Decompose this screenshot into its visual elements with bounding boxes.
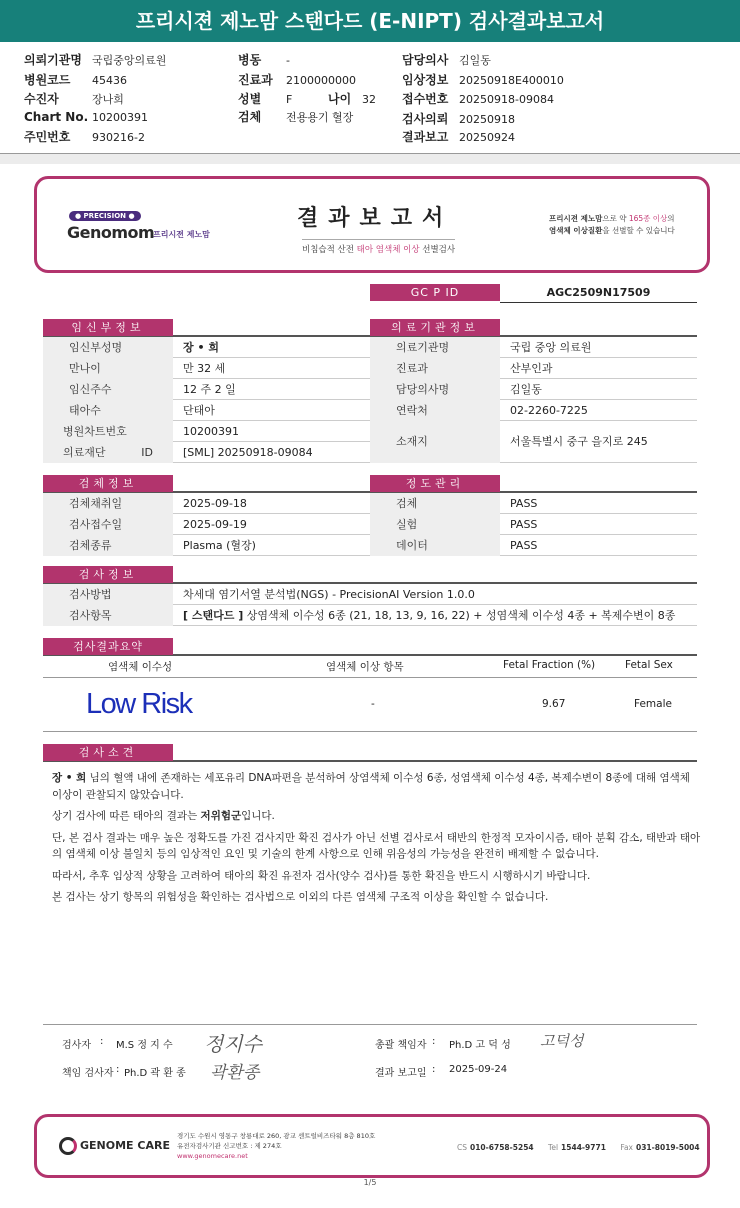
finding-p2: 상기 검사에 따른 태아의 결과는 저위험군입니다. <box>52 810 275 822</box>
row-inst-address: 소재지 서울특별시 중구 을지로 245 <box>370 421 697 463</box>
report-title: 결과보고서 <box>297 206 454 231</box>
result-fetal-sex: Female <box>634 698 672 710</box>
report-header-note: 프리시젼 제노맘으로 약 165종 이상의 염색체 이상질환을 선별할 수 있습니다 <box>549 214 675 235</box>
info-patient: 수진자 장나희 <box>24 92 124 106</box>
col-aneuploidy: 염색체 이수성 <box>108 661 173 673</box>
footer-box <box>34 1114 710 1178</box>
section-findings-header: 검사소견 <box>43 744 173 761</box>
responsible-signature: 곽환종 <box>210 1063 260 1083</box>
info-department: 진료과 2100000000 <box>238 73 356 87</box>
footer-address: 경기도 수원시 영통구 창룡대로 260, 광교 센트럴비즈타워 8층 810호 유전자검사기관 신고번호 : 제 274호 www.genomecare.net <box>177 1132 376 1160</box>
summary-header-rule <box>43 677 697 678</box>
chief-name: Ph.D 고 덕 성 <box>449 1040 511 1051</box>
genomom-logo-sub: 프리시젼 제노맘 <box>153 230 210 239</box>
row-pregnant-name: 임신부성명 장 • 희 <box>43 337 370 358</box>
responsible-name: Ph.D 곽 환 종 <box>124 1068 186 1079</box>
info-resident-no: 주민번호 930216-2 <box>24 130 145 144</box>
finding-p4: 따라서, 추후 임상적 상황을 고려하여 태아의 확진 유전자 검사(양수 검사)를 통한 확진을 반드시 시행하시기 바랍니다. <box>52 869 591 882</box>
row-receive-date: 검사접수일 2025-09-19 <box>43 514 370 535</box>
findings-text <box>52 770 702 911</box>
report-subtitle: 비침습적 산전 태아 염색체 이상 선별검사 <box>302 239 455 255</box>
signature-rule <box>43 1024 697 1025</box>
patient-info-panel <box>0 42 740 154</box>
result-fetal-fraction: 9.67 <box>542 698 566 710</box>
genomecare-logo: GENOME CARE <box>59 1137 170 1155</box>
row-inst-contact: 연락처 02-2260-7225 <box>370 400 697 421</box>
row-pregnant-age: 만나이 만 32 세 <box>43 358 370 379</box>
tester-name: M.S 정 지 수 <box>116 1040 173 1051</box>
chief-label: 총괄 책임자 <box>375 1040 427 1051</box>
row-qc-specimen: 검체 PASS <box>370 493 697 514</box>
row-qc-data: 데이터 PASS <box>370 535 697 556</box>
row-inst-dept: 진료과 산부인과 <box>370 358 697 379</box>
tester-signature: 정지수 <box>204 1032 262 1056</box>
row-pregnant-chart: 병원차트번호 10200391 <box>43 421 370 442</box>
precision-badge: ● PRECISION ● <box>69 211 141 221</box>
info-ward: 병동 - <box>238 53 290 67</box>
col-abnormal: 염색체 이상 항목 <box>326 661 404 673</box>
chief-signature: 고덕성 <box>540 1032 584 1050</box>
report-date: 2025-09-24 <box>449 1064 508 1075</box>
info-institution: 의뢰기관명 국립중앙의료원 <box>24 53 167 67</box>
row-collect-date: 검체채취일 2025-09-18 <box>43 493 370 514</box>
report-date-label: 결과 보고일 <box>375 1068 427 1079</box>
row-test-method: 검사방법 차세대 염기서열 분석법(NGS) - PrecisionAI Version 1.0.0 <box>43 584 697 605</box>
summary-bottom-rule <box>43 731 697 732</box>
finding-p1: 장 • 희 님의 혈액 내에 존재하는 세포유리 DNA파편을 분석하여 상염색체 이수성 6종, 성염색체 이수성 4종, 복제수변이 8종에 대해 염색체 이상이 관찰되지 않았습니다. <box>52 772 690 801</box>
gcpid-value: AGC2509N17509 <box>500 284 697 303</box>
info-specimen: 검체 전용용기 혈장 <box>238 110 354 124</box>
result-abnormal: - <box>371 698 375 710</box>
col-fetal-sex: Fetal Sex <box>625 659 673 671</box>
row-inst-doctor: 담당의사명 김일동 <box>370 379 697 400</box>
info-receipt-no: 접수번호 20250918-09084 <box>402 92 554 106</box>
genomecare-logo-icon <box>59 1137 77 1155</box>
info-hospital-code: 병원코드 45436 <box>24 73 127 87</box>
info-doctor: 담당의사 김일동 <box>402 53 491 67</box>
info-report-date: 결과보고 20250924 <box>402 130 515 144</box>
tester-label: 검사자 <box>62 1040 91 1051</box>
row-pregnant-id: 의료재단 ID [SML] 20250918-09084 <box>43 442 370 463</box>
result-low-risk: Low Risk <box>86 688 192 720</box>
report-header-box <box>34 176 710 273</box>
section-specimen-header: 검체정보 <box>43 475 173 492</box>
row-qc-experiment: 실험 PASS <box>370 514 697 535</box>
finding-p3: 단, 본 검사 결과는 매우 높은 정확도를 가진 검사지만 확진 검사가 아닌 선별 검사로서 태반의 한정적 모자이시즘, 태아 분획 감소, 태반과 태아의 염색체 이상 불일치 등의 임상적인 요인 및 기술의 한계 사항으로 인해 위음성의 가능성을 완전히 배제할 수 없습니다. <box>52 831 701 860</box>
gcpid-label: GC P ID <box>370 284 500 301</box>
section-institution-header: 의료기관정보 <box>370 319 500 336</box>
col-fetal-fraction: Fetal Fraction (%) <box>503 659 596 671</box>
footer-website[interactable]: www.genomecare.net <box>177 1152 248 1160</box>
row-specimen-type: 검체종류 Plasma (혈장) <box>43 535 370 556</box>
info-clinical: 임상정보 20250918E400010 <box>402 73 564 87</box>
section-summary-header: 검사결과요약 <box>43 638 173 655</box>
info-request-date: 검사의뢰 20250918 <box>402 112 515 126</box>
info-chart-no: Chart No. 10200391 <box>24 110 148 124</box>
row-inst-name: 의료기관명 국립 중앙 의료원 <box>370 337 697 358</box>
divider-band <box>0 154 740 164</box>
genomom-logo: Genomom <box>67 223 155 242</box>
report-title-bar: 프리시젼 제노맘 스탠다드 (E-NIPT) 검사결과보고서 <box>0 0 740 42</box>
responsible-label: 책임 검사자 <box>62 1068 114 1079</box>
row-test-items: 검사항목 [ 스탠다드 ] 상염색체 이수성 6종 (21, 18, 13, 9, 16, 22) + 성염색체 이수성 4종 + 복제수변이 8종 <box>43 605 697 626</box>
info-age: 나이 32 <box>328 92 376 106</box>
row-pregnant-weeks: 임신주수 12 주 2 일 <box>43 379 370 400</box>
finding-p5: 본 검사는 상기 항목의 위험성을 확인하는 검사법으로 이외의 다른 염색체 구조적 이상을 확인할 수 없습니다. <box>52 891 549 903</box>
section-pregnant-header: 임신부정보 <box>43 319 173 336</box>
section-qc-header: 정도관리 <box>370 475 500 492</box>
info-sex: 성별 F <box>238 92 293 106</box>
section-test-header: 검사정보 <box>43 566 173 583</box>
footer-contact: CS 010-6758-5254 Tel 1544-9771 Fax 031-8019-5004 <box>457 1143 700 1152</box>
page-number: 1/5 <box>363 1178 377 1187</box>
row-pregnant-fetus: 태아수 단태아 <box>43 400 370 421</box>
